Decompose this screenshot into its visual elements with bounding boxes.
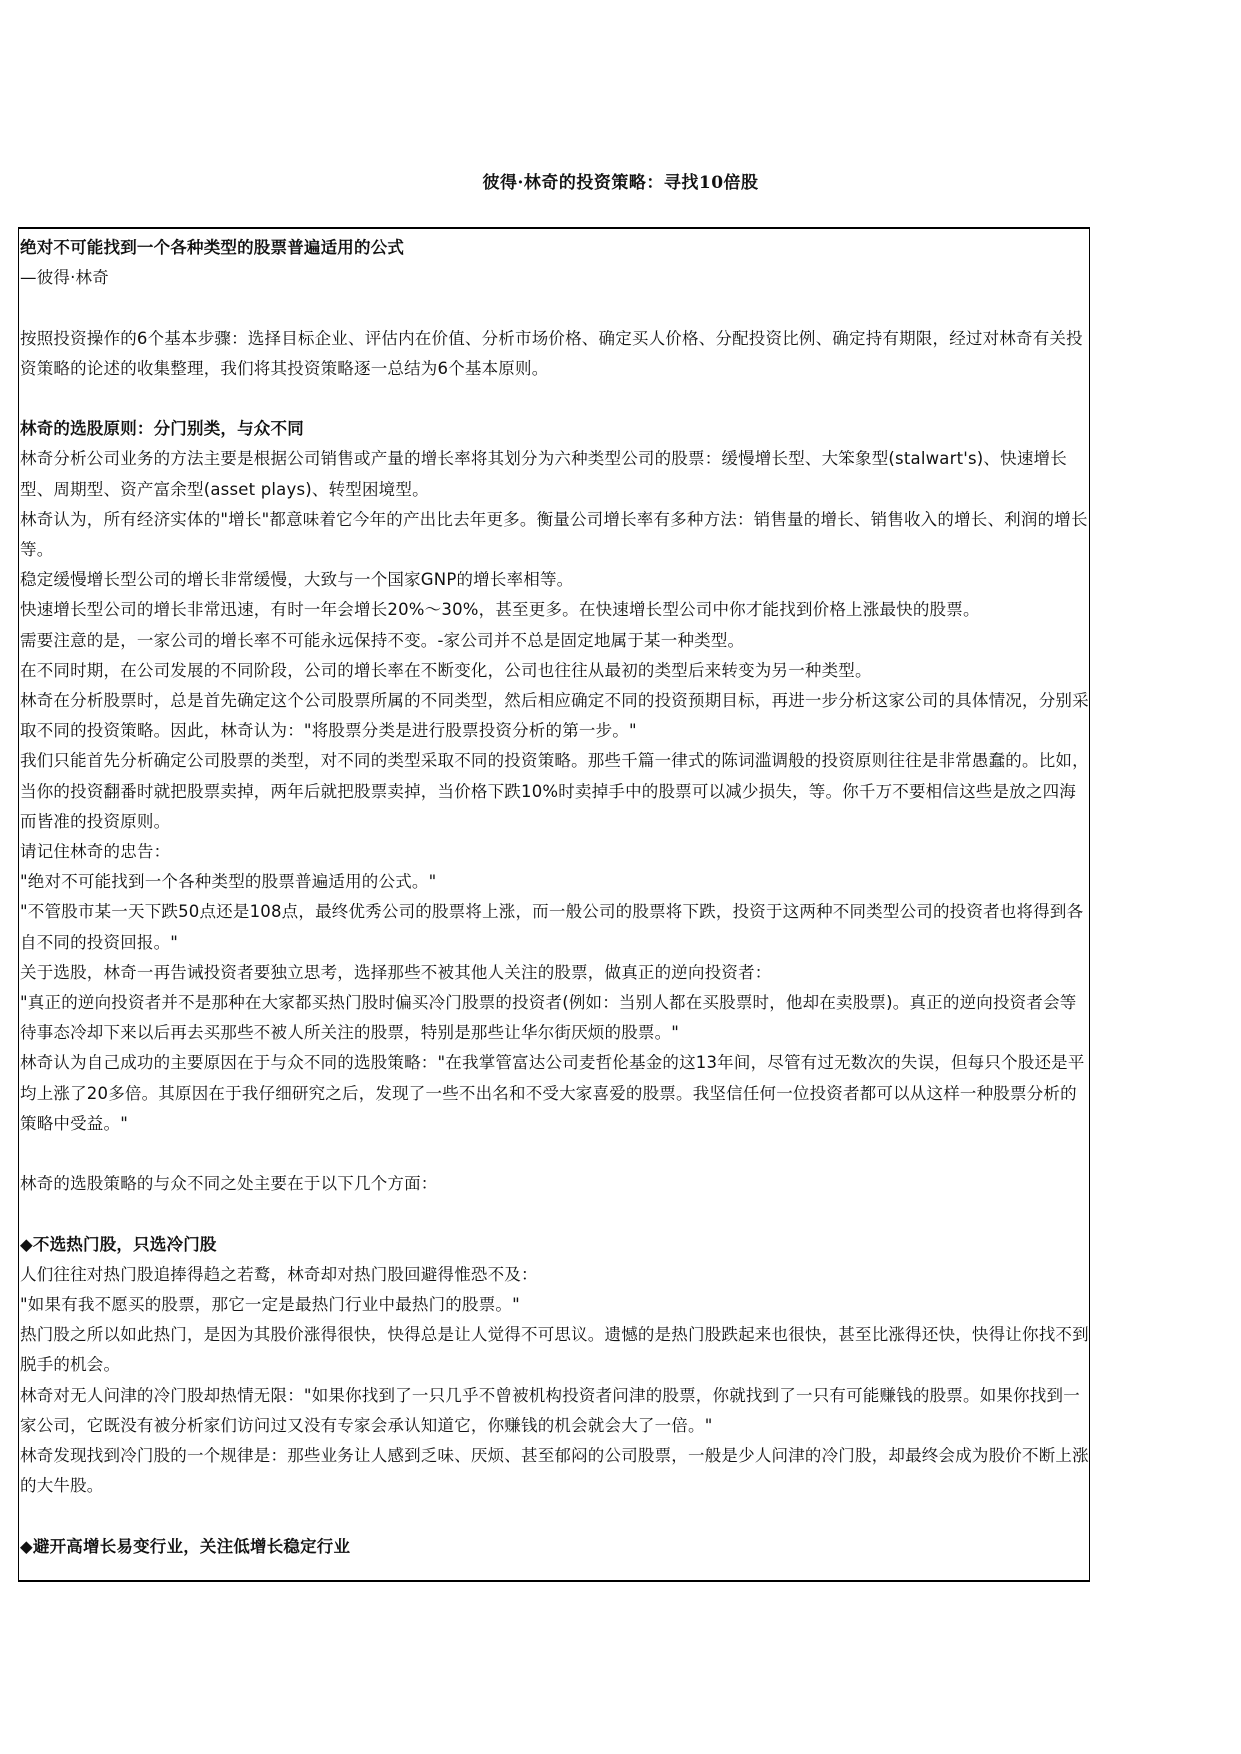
summary-paragraph: 林奇的选股策略的与众不同之处主要在于以下几个方面：	[20, 1174, 438, 1194]
content-body	[19, 229, 1089, 1562]
paragraph: 热门股之所以如此热门，是因为其股价涨得很快，快得总是让人觉得不可思议。遗憾的是热门股跌起来也很快，甚至比涨得还快，快得让你找不到脱手的机会。	[20, 1325, 1089, 1375]
paragraph: 林奇发现找到冷门股的一个规律是：那些业务让人感到乏味、厌烦、甚至郁闷的公司股票，一般是少人问津的冷门股，却最终会成为股价不断上涨的大牛股。	[20, 1446, 1089, 1496]
quote-paragraph: "不管股市某一天下跌50点还是108点，最终优秀公司的股票将上涨，而一般公司的股票将下跌，投资于这两种不同类型公司的投资者也将得到各自不同的投资回报。"	[20, 902, 1084, 952]
quote-attribution: —彼得·林奇	[20, 268, 109, 288]
paragraph: 人们往往对热门股追捧得趋之若鹜，林奇却对热门股回避得惟恐不及：	[20, 1264, 538, 1284]
spacer	[20, 1139, 1089, 1169]
paragraph: 快速增长型公司的增长非常迅速，有时一年会增长20%～30%，甚至更多。在快速增长型公司中你才能找到价格上涨最快的股票。	[20, 600, 980, 620]
paragraph: 在不同时期，在公司发展的不同阶段，公司的增长率在不断变化，公司也往往从最初的类型后来转变为另一种类型。	[20, 660, 872, 680]
paragraph: 请记住林奇的忠告：	[20, 842, 171, 862]
quote-paragraph: "如果有我不愿买的股票，那它一定是最热门行业中最热门的股票。"	[20, 1295, 520, 1315]
paragraph: 林奇对无人问津的冷门股却热情无限："如果你找到了一只几乎不曾被机构投资者问津的股票，你就找到了一只有可能赚钱的股票。如果你找到一家公司，它既没有被分析家们访问过又没有专家会承认知道它，你赚钱的机会就会大了一倍。"	[20, 1385, 1080, 1435]
intro-paragraph: 按照投资操作的6个基本步骤：选择目标企业、评估内在价值、分析市场价格、确定买人价格、分配投资比例、确定持有期限，经过对林奇有关投资策略的论述的收集整理，我们将其投资策略逐一总结为6个基本原则。	[20, 328, 1083, 378]
paragraph: 林奇在分析股票时，总是首先确定这个公司股票所属的不同类型，然后相应确定不同的投资预期目标，再进一步分析这家公司的具体情况，分别采取不同的投资策略。因此，林奇认为："将股票分类是进行股票投资分析的第一步。"	[20, 691, 1089, 741]
quote-paragraph: "真正的逆向投资者并不是那种在大家都买热门股时偏买冷门股票的投资者(例如：当别人都在买股票时，他却在卖股票)。真正的逆向投资者会等待事态冷却下来以后再去买那些不被人所关注的股票，特别是那些让华尔街厌烦的股票。"	[20, 993, 1077, 1043]
quote-paragraph: "绝对不可能找到一个各种类型的股票普遍适用的公式。"	[20, 872, 437, 892]
spacer	[20, 1199, 1089, 1229]
content-box	[18, 227, 1090, 1582]
section-heading-cold-stocks: ◆不选热门股，只选冷门股	[20, 1234, 217, 1254]
spacer	[20, 384, 1089, 414]
section-heading-stock-selection: 林奇的选股原则：分门别类，与众不同	[20, 419, 304, 439]
quote-heading: 绝对不可能找到一个各种类型的股票普遍适用的公式	[20, 238, 405, 257]
spacer	[20, 1501, 1089, 1531]
paragraph: 林奇认为自己成功的主要原因在于与众不同的选股策略："在我掌管富达公司麦哲伦基金的这13年间，尽管有过无数次的失误，但每只个股还是平均上涨了20多倍。其原因在于我仔细研究之后，发现了一些不出名和不受大家喜爱的股票。我坚信任何一位投资者都可以从这样一种股票分析的策略中受益。"	[20, 1053, 1085, 1133]
paragraph: 关于选股，林奇一再告诫投资者要独立思考，选择那些不被其他人关注的股票，做真正的逆向投资者：	[20, 962, 772, 982]
paragraph: 需要注意的是，一家公司的增长率不可能永远保持不变。-家公司并不总是固定地属于某一种类型。	[20, 630, 745, 650]
paragraph: 林奇认为，所有经济实体的"增长"都意味着它今年的产出比去年更多。衡量公司增长率有多种方法：销售量的增长、销售收入的增长、利润的增长等。	[20, 509, 1088, 559]
section-heading-stable-industries: ◆避开高增长易变行业，关注低增长稳定行业	[20, 1536, 351, 1556]
document-title: 彼得·林奇的投资策略：寻找10倍股	[482, 173, 759, 193]
spacer	[20, 293, 1089, 323]
paragraph: 林奇分析公司业务的方法主要是根据公司销售或产量的增长率将其划分为六种类型公司的股票：缓慢增长型、大笨象型(stalwart's)、快速增长型、周期型、资产富余型(asset plays)、转型困境型。	[20, 449, 1067, 499]
paragraph: 我们只能首先分析确定公司股票的类型，对不同的类型采取不同的投资策略。那些千篇一律式的陈词滥调般的投资原则往往是非常愚蠢的。比如，当你的投资翻番时就把股票卖掉，两年后就把股票卖掉，当价格下跌10%时卖掉手中的股票可以减少损失，等。你千万不要相信这些是放之四海而皆准的投资原则。	[20, 751, 1089, 831]
paragraph: 稳定缓慢增长型公司的增长非常缓慢，大致与一个国家GNP的增长率相等。	[20, 570, 574, 590]
